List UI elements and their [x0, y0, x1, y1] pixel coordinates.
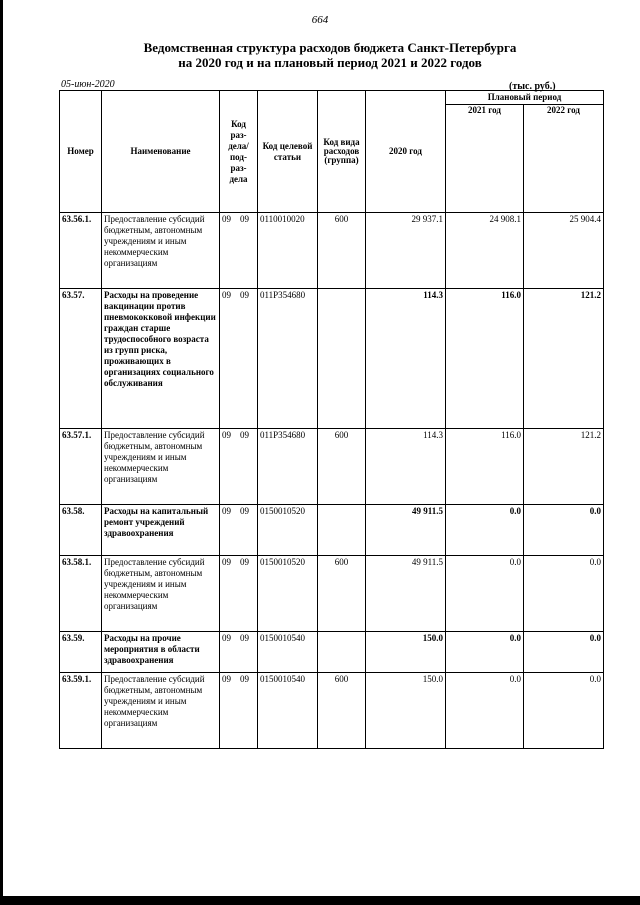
subsection: 09	[240, 506, 249, 516]
table-row	[60, 505, 604, 556]
row-amount-2020: 150.0	[366, 673, 446, 749]
row-expense-type: 600	[318, 429, 366, 505]
row-section-code	[220, 213, 258, 289]
title-line-2: на 2020 год и на плановый период 2021 и 2022 годов	[178, 55, 482, 70]
row-expense-type: 600	[318, 556, 366, 632]
units-label: (тыс. руб.)	[509, 81, 556, 92]
row-target-code: 011P354680	[258, 289, 318, 429]
row-target-code: 0150010520	[258, 556, 318, 632]
page-number: 664	[311, 14, 329, 26]
section: 09	[222, 674, 231, 684]
header-number: Номер	[60, 91, 102, 213]
row-expense-type: 600	[318, 213, 366, 289]
header-expense-type-code: Код вида расходов (группа)	[318, 91, 366, 213]
header-year-2021: 2021 год	[446, 105, 524, 213]
subsection: 09	[240, 557, 249, 567]
row-name: Предоставление субсидий бюджетным, автономным учреждениям и иным некоммерческим организациям	[102, 213, 220, 289]
row-number: 63.57.1.	[60, 429, 102, 505]
header-year-2020: 2020 год	[366, 91, 446, 213]
row-section-code	[220, 556, 258, 632]
row-amount-2021: 116.0	[446, 429, 524, 505]
document-date: 05-июн-2020	[61, 79, 115, 90]
row-section-code	[220, 289, 258, 429]
row-amount-2022: 0.0	[524, 505, 604, 556]
section: 09	[222, 506, 231, 516]
row-target-code: 011P354680	[258, 429, 318, 505]
row-name: Предоставление субсидий бюджетным, автономным учреждениям и иным некоммерческим организациям	[102, 556, 220, 632]
table-row	[60, 429, 604, 505]
row-amount-2020: 114.3	[366, 289, 446, 429]
row-amount-2022: 121.2	[524, 289, 604, 429]
row-name: Расходы на капитальный ремонт учреждений здравоохранения	[102, 505, 220, 556]
row-amount-2020: 114.3	[366, 429, 446, 505]
header-name: Наименование	[102, 91, 220, 213]
row-name: Предоставление субсидий бюджетным, автономным учреждениям и иным некоммерческим организациям	[102, 429, 220, 505]
row-section-code	[220, 632, 258, 673]
header-year-2022: 2022 год	[524, 105, 604, 213]
section: 09	[222, 290, 231, 300]
row-name: Расходы на прочие мероприятия в области здравоохранения	[102, 632, 220, 673]
row-amount-2021: 0.0	[446, 673, 524, 749]
section: 09	[222, 214, 231, 224]
row-amount-2021: 116.0	[446, 289, 524, 429]
row-target-code: 0110010020	[258, 213, 318, 289]
row-expense-type	[318, 505, 366, 556]
table-row	[60, 632, 604, 673]
subsection: 09	[240, 214, 249, 224]
header-section-code: Код раз-дела/ под-раз-дела	[220, 91, 258, 213]
subsection: 09	[240, 633, 249, 643]
budget-table	[59, 90, 604, 749]
document-title	[60, 40, 600, 70]
page-left-edge	[0, 0, 3, 905]
row-number: 63.56.1.	[60, 213, 102, 289]
row-target-code: 0150010540	[258, 632, 318, 673]
section: 09	[222, 633, 231, 643]
row-number: 63.58.	[60, 505, 102, 556]
row-amount-2022: 25 904.4	[524, 213, 604, 289]
row-name: Расходы на проведение вакцинации против пневмококковой инфекции граждан старше трудоспособного возраста из групп риска, проживающих в организациях социального обслуживания	[102, 289, 220, 429]
row-amount-2022: 121.2	[524, 429, 604, 505]
row-target-code: 0150010540	[258, 673, 318, 749]
row-number: 63.59.	[60, 632, 102, 673]
row-amount-2020: 49 911.5	[366, 505, 446, 556]
row-amount-2021: 0.0	[446, 632, 524, 673]
row-section-code	[220, 429, 258, 505]
title-line-1: Ведомственная структура расходов бюджета Санкт-Петербурга	[143, 40, 517, 55]
row-target-code: 0150010520	[258, 505, 318, 556]
subsection: 09	[240, 290, 249, 300]
row-amount-2020: 29 937.1	[366, 213, 446, 289]
row-expense-type: 600	[318, 673, 366, 749]
row-amount-2022: 0.0	[524, 632, 604, 673]
section: 09	[222, 557, 231, 567]
table-row	[60, 556, 604, 632]
subsection: 09	[240, 430, 249, 440]
table-row	[60, 673, 604, 749]
row-amount-2021: 0.0	[446, 556, 524, 632]
row-amount-2021: 0.0	[446, 505, 524, 556]
row-amount-2021: 24 908.1	[446, 213, 524, 289]
row-section-code	[220, 673, 258, 749]
row-name: Предоставление субсидий бюджетным, автономным учреждениям и иным некоммерческим организациям	[102, 673, 220, 749]
row-number: 63.57.	[60, 289, 102, 429]
section: 09	[222, 430, 231, 440]
subsection: 09	[240, 674, 249, 684]
row-amount-2020: 49 911.5	[366, 556, 446, 632]
header-target-code: Код целевой статьи	[258, 91, 318, 213]
row-number: 63.59.1.	[60, 673, 102, 749]
row-expense-type	[318, 632, 366, 673]
row-expense-type	[318, 289, 366, 429]
row-amount-2022: 0.0	[524, 673, 604, 749]
row-section-code	[220, 505, 258, 556]
row-amount-2020: 150.0	[366, 632, 446, 673]
header-planned-period: Плановый период	[446, 91, 604, 105]
page-bottom-edge	[0, 896, 640, 905]
table-row	[60, 289, 604, 429]
table-row	[60, 213, 604, 289]
row-number: 63.58.1.	[60, 556, 102, 632]
row-amount-2022: 0.0	[524, 556, 604, 632]
